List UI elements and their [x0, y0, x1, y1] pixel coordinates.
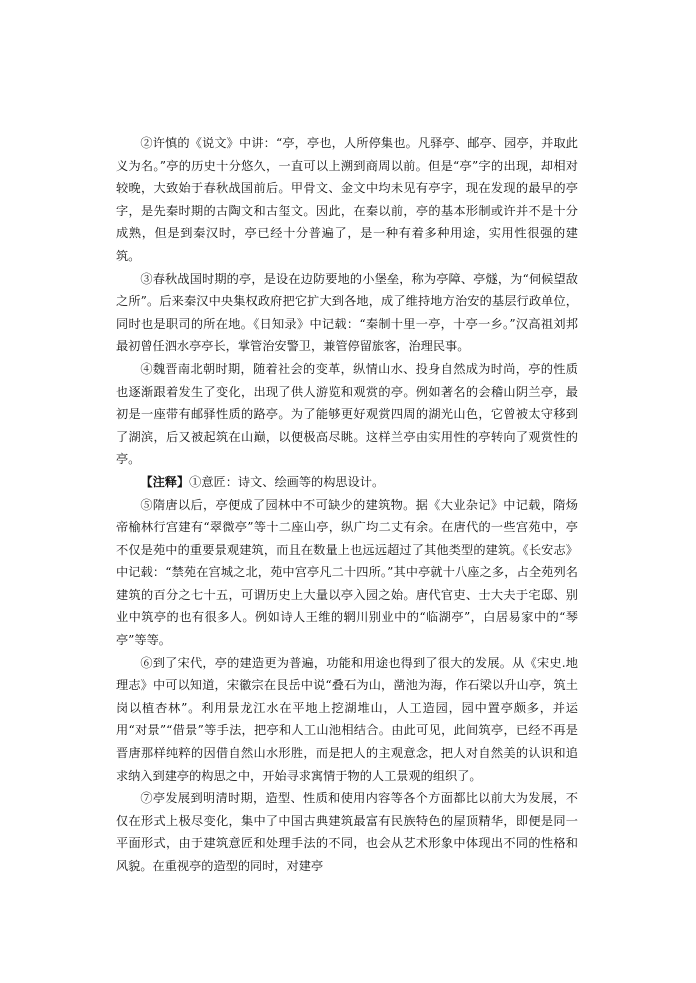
paragraph-2: ②许慎的《说文》中讲：“亭，亭也，人所停集也。凡驿亭、邮亭、园亭，并取此义为名。”亭的历史十分悠久，一直可以上溯到商周以前。但是“亭”字的出现，却相对较晚，大致始于春秋战国前后。甲骨文、金文中均未见有亭字，现在发现的最早的亭字，是先秦时期的古陶文和古玺文。因此，在秦以前，亭的基本形制或许并不是十分成熟，但是到秦汉时，亭已经十分普遍了，是一种有着多种用途，实用性很强的建筑。 — [116, 136, 578, 263]
note-label: 【注释】 — [140, 474, 190, 489]
paragraph-4: ④魏晋南北朝时期，随着社会的变革，纵情山水、投身自然成为时尚，亭的性质也逐渐跟着发生了变化，出现了供人游览和观赏的亭。例如著名的会稽山阴兰亭，最初是一座带有邮驿性质的路亭。为了能够更好观赏四周的湖光山色，它曾被太守移到了湖滨，后又被起筑在山巅，以便极高尽眺。这样兰亭由实用性的亭转向了观赏性的亭。 — [116, 361, 578, 467]
article-body — [116, 132, 578, 878]
paragraph-3: ③春秋战国时期的亭，是设在边防要地的小堡垒，称为亭障、亭燧，为“伺候望敌之所”。后来秦汉中央集权政府把它扩大到各地，成了维持地方治安的基层行政单位，同时也是职司的所在地。《日知录》中记载：“秦制十里一亭，十亭一乡。”汉高祖刘邦最初曾任泗水亭亭长，掌管治安警卫，兼管停留旅客，治理民事。 — [116, 271, 578, 354]
note-text: ①意匠：诗文、绘画等的构思设计。 — [189, 474, 385, 489]
annotation-note — [116, 471, 578, 494]
paragraph-5: ⑤隋唐以后，亭便成了园林中不可缺少的建筑物。据《大业杂记》中记载，隋炀帝榆林行宫建有“翠微亭”等十二座山亭，纵广均二丈有余。在唐代的一些宫苑中，亭不仅是苑中的重要景观建筑，而且在数量上也远远超过了其他类型的建筑。《长安志》中记载：“禁苑在宫城之北，苑中宫亭凡二十四所。”其中亭就十八座之多，占全苑列名建筑的百分之七十五，可谓历史上大量以亭入园之始。唐代官吏、士大夫于宅邸、别业中筑亭的也有很多人。例如诗人王维的辋川别业中的“临湖亭”，白居易家中的“琴亭”等等。 — [116, 497, 578, 648]
paragraph-7: ⑦亭发展到明清时期，造型、性质和使用内容等各个方面都比以前大为发展，不仅在形式上极尽变化，集中了中国古典建筑最富有民族特色的屋顶精华，即便是同一平面形式，由于建筑意匠和处理手法的不同，也会从艺术形象中体现出不同的性格和风貌。在重视亭的造型的同时，对建亭 — [116, 791, 578, 873]
paragraph-6: ⑥到了宋代，亭的建造更为普遍，功能和用途也得到了很大的发展。从《宋史.地理志》中可以知道，宋徽宗在艮岳中说“叠石为山，凿池为海，作石梁以升山亭，筑土岗以植杏林”。利用景龙江水在平地上挖湖堆山，人工造园，园中置亭颇多，并运用“对景”“借景”等手法，把亭和人工山池相结合。由此可见，此间筑亭，已经不再是晋唐那样纯粹的因借自然山水形胜，而是把人的主观意念，把人对自然美的认识和追求纳入到建亭的构思之中，开始寻求寓情于物的人工景观的组织了。 — [116, 655, 578, 783]
